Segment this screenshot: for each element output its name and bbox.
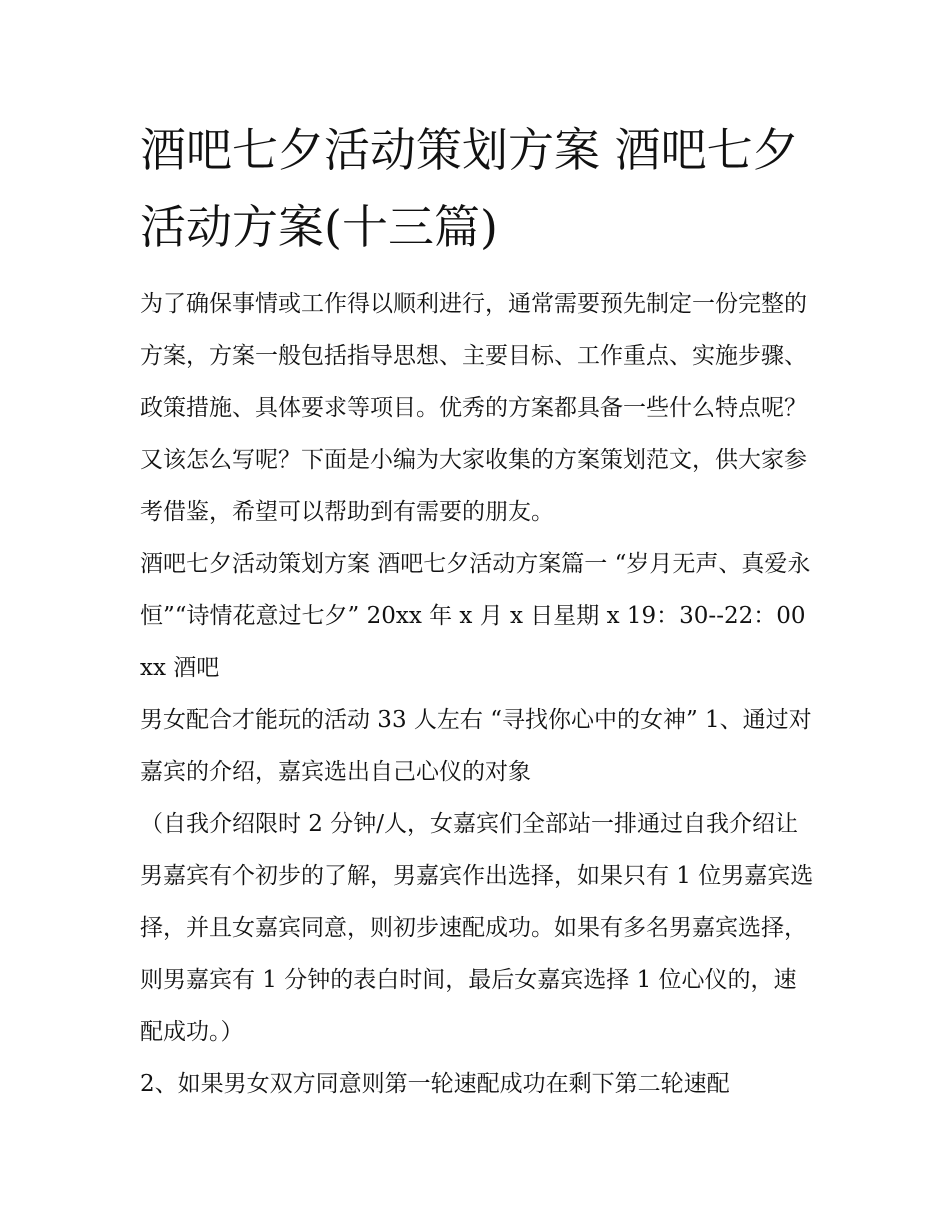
rules-paragraph: （自我介绍限时 2 分钟/人，女嘉宾们全部站一排通过自我介绍让男嘉宾有个初步的了解，男嘉宾作出选择，如果只有 1 位男嘉宾选择，并且女嘉宾同意，则初步速配成功。如果有多名男嘉宾选择，则男嘉宾有 1 分钟的表白时间，最后女嘉宾选择 1 位心仪的，速配成功。） <box>140 811 814 1045</box>
activity-paragraph: 男女配合才能玩的活动 33 人左右 “寻找你心中的女神” 1、通过对嘉宾的介绍，嘉宾选出自己心仪的对象 <box>140 707 812 785</box>
event-info-paragraph: 酒吧七夕活动策划方案 酒吧七夕活动方案篇一 “岁月无声、真爱永恒”“诗情花意过七夕” 20xx 年 x 月 x 日星期 x 19：30--22：00 xx 酒吧 <box>140 551 811 681</box>
intro-paragraph: 为了确保事情或工作得以顺利进行，通常需要预先制定一份完整的方案，方案一般包括指导思想、主要目标、工作重点、实施步骤、政策措施、具体要求等项目。优秀的方案都具备一些什么特点呢？又该怎么写呢？下面是小编为大家收集的方案策划范文，供大家参考借鉴，希望可以帮助到有需要的朋友。 <box>140 291 807 525</box>
second-round-paragraph: 2、如果男女双方同意则第一轮速配成功在剩下第二轮速配 <box>140 1071 730 1097</box>
document-title: 酒吧七夕活动策划方案 酒吧七夕活动方案(十三篇) <box>140 123 799 254</box>
